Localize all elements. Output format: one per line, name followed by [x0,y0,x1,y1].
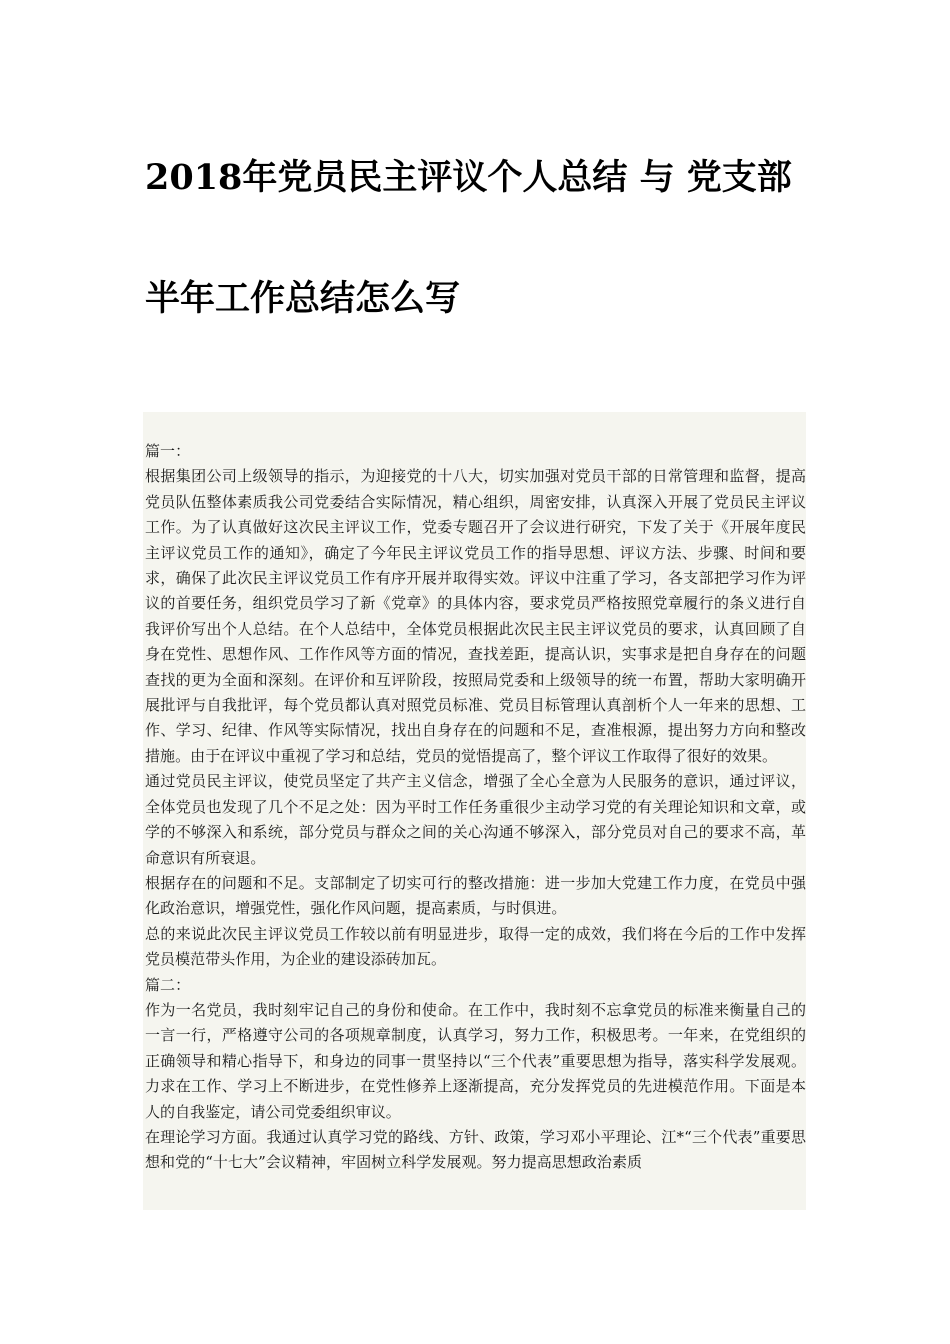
body-paragraph: 作为一名党员，我时刻牢记自己的身份和使命。在工作中，我时刻不忘拿党员的标准来衡量自己的一言一行，严格遵守公司的各项规章制度，认真学习，努力工作，积极思考。一年来，在党组织的正确领导和精心指导下，和身边的同事一贯坚持以“三个代表”重要思想为指导，落实科学发展观。力求在工作、学习上不断进步，在党性修养上逐渐提高，充分发挥党员的先进模范作用。下面是本人的自我鉴定，请公司党委组织审议。 [145,1000,806,1121]
body-paragraph: 根据集团公司上级领导的指示，为迎接党的十八大，切实加强对党员干部的日常管理和监督，提高党员队伍整体素质我公司党委结合实际情况，精心组织，周密安排，认真深入开展了党员民主评议工作。为了认真做好这次民主评议工作，党委专题召开了会议进行研究，下发了关于《开展年度民主评议党员工作的通知》，确定了今年民主评议党员工作的指导思想、评议方法、步骤、时间和要求，确保了此次民主评议党员工作有序开展并取得实效。评议中注重了学习，各支部把学习作为评议的首要任务，组织党员学习了新《党章》的具体内容，要求党员严格按照党章履行的条义进行自我评价写出个人总结。在个人总结中，全体党员根据此次民主民主评议党员的要求，认真回顾了自身在党性、思想作风、工作作风等方面的情况，查找差距，提高认识，实事求是把自身存在的问题查找的更为全面和深刻。在评价和互评阶段，按照局党委和上级领导的统一布置，帮助大家明确开展批评与自我批评，每个党员都认真对照党员标准、党员目标管理认真剖析个人一年来的思想、工作、学习、纪律、作风等实际情况，找出自身存在的问题和不足，查准根源，提出努力方向和整改措施。由于在评议中重视了学习和总结，党员的觉悟提高了，整个评议工作取得了很好的效果。 [145,467,806,765]
document-title-line-2: 半年工作总结怎么写 [145,278,461,319]
section-heading-part-1: 篇一： [145,442,191,460]
body-paragraph: 通过党员民主评议，使党员坚定了共产主义信念，增强了全心全意为人民服务的意识，通过评议，全体党员也发现了几个不足之处：因为平时工作任务重很少主动学习党的有关理论知识和文章，或学的不够深入和系统，部分党员与群众之间的关心沟通不够深入，部分党员对自己的要求不高，革命意识有所衰退。 [145,772,806,867]
body-paragraph: 总的来说此次民主评议党员工作较以前有明显进步，取得一定的成效，我们将在今后的工作中发挥党员模范带头作用，为企业的建设添砖加瓦。 [145,924,806,969]
document-body [143,412,806,1210]
body-paragraph: 在理论学习方面。我通过认真学习党的路线、方针、政策，学习邓小平理论、江*“三个代表”重要思想和党的“十七大”会议精神，牢固树立科学发展观。努力提高思想政治素质 [145,1127,806,1172]
body-paragraph: 根据存在的问题和不足。支部制定了切实可行的整改措施：进一步加大党建工作力度，在党员中强化政治意识，增强党性，强化作风问题，提高素质，与时俱进。 [145,873,806,918]
section-heading-part-2: 篇二： [145,975,191,994]
document-title-line-1: 2018年党员民主评议个人总结 与 党支部 [145,157,792,198]
